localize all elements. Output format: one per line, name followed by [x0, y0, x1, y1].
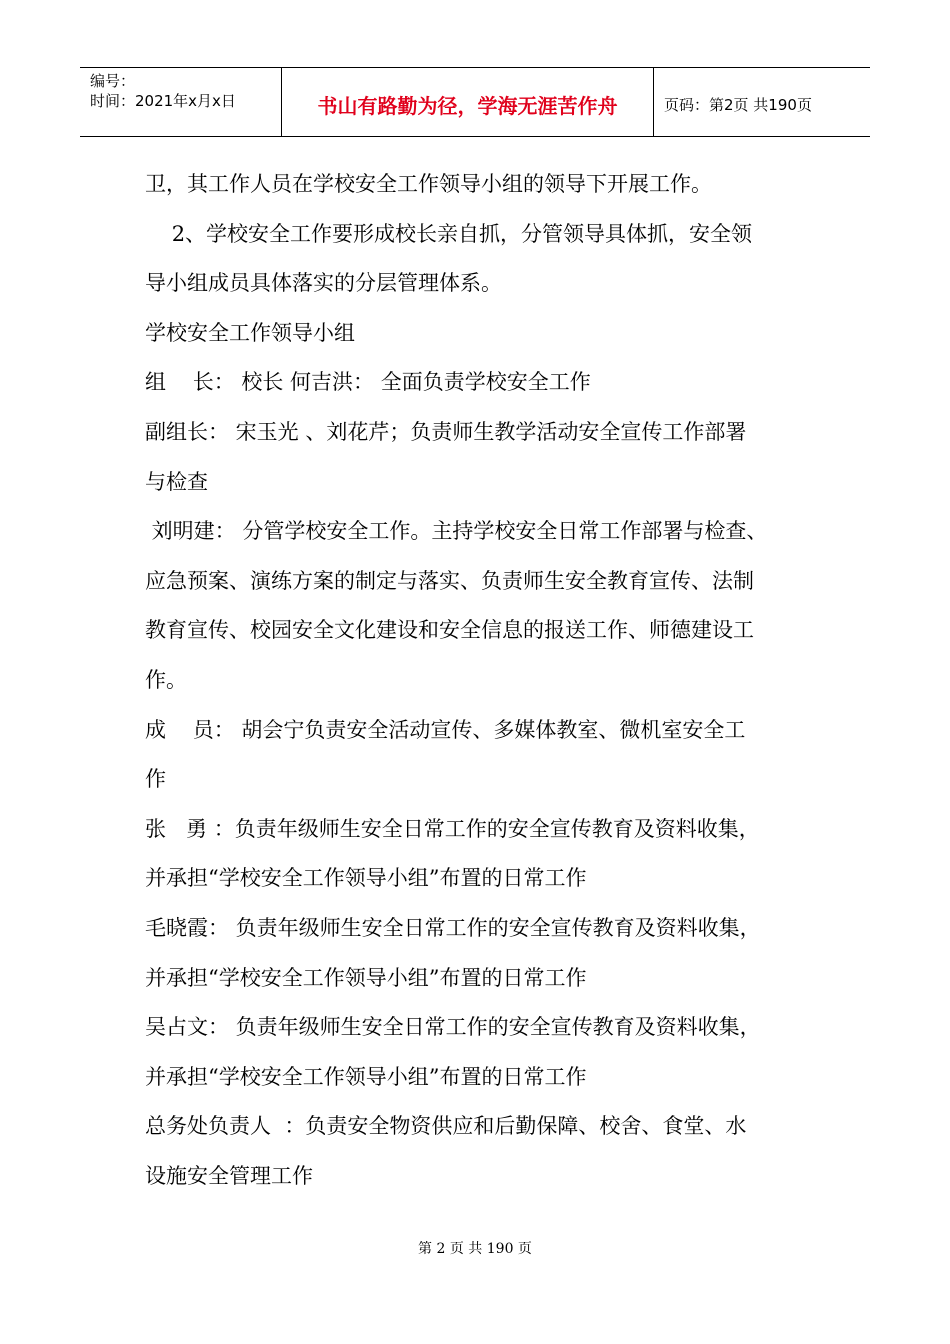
date-label: 时间：2021年x月x日 — [90, 92, 236, 110]
header-motto-cell — [282, 68, 654, 136]
body-line: 2、学校安全工作要形成校长亲自抓，分管领导具体抓，安全领 — [145, 221, 753, 246]
body-line: 作 — [145, 767, 166, 792]
body-line: 教育宣传、校园安全文化建设和安全信息的报送工作、师德建设工 — [145, 618, 754, 643]
page-footer — [0, 1238, 950, 1258]
motto-text: 书山有路勤为径，学海无涯苦作舟 — [317, 93, 618, 118]
body-line: 作。 — [145, 667, 187, 692]
body-line: 与检查 — [145, 469, 208, 494]
body-line: 应急预案、演练方案的制定与落实、负责师生安全教育宣传、法制 — [145, 568, 754, 593]
body-line: 毛晓霞： 负责年级师生安全日常工作的安全宣传教育及资料收集， — [145, 915, 761, 940]
document-header — [80, 67, 870, 137]
body-line: 张 勇 ：负责年级师生安全日常工作的安全宣传教育及资料收集， — [145, 816, 760, 841]
body-line: 并承担“学校安全工作领导小组”布置的日常工作 — [145, 965, 587, 990]
body-line: 刘明建： 分管学校安全工作。主持学校安全日常工作部署与检查、 — [145, 519, 768, 544]
body-line: 卫，其工作人员在学校安全工作领导小组的领导下开展工作。 — [145, 172, 712, 196]
body-line: 吴占文： 负责年级师生安全日常工作的安全宣传教育及资料收集， — [145, 1015, 761, 1040]
body-line: 导小组成员具体落实的分层管理体系。 — [145, 271, 502, 296]
body-line: 副组长： 宋玉光 、刘花芹；负责师生教学活动安全宣传工作部署 — [145, 419, 747, 444]
header-page-cell — [654, 68, 870, 136]
body-line: 总务处负责人 ：负责安全物资供应和后勤保障、校舍、食堂、水 — [145, 1114, 747, 1139]
footer-page-number: 第 2 页 共 190 页 — [418, 1241, 532, 1257]
body-line: 成 员： 胡会宁负责安全活动宣传、多媒体教室、微机室安全工 — [145, 717, 746, 742]
page-info: 页码：第2页 共190页 — [664, 95, 812, 114]
body-line: 组 长： 校长 何吉洪： 全面负责学校安全工作 — [145, 370, 591, 395]
body-line: 并承担“学校安全工作领导小组”布置的日常工作 — [145, 1064, 587, 1089]
serial-number-label: 编号： — [90, 72, 136, 90]
body-line: 设施安全管理工作 — [145, 1163, 313, 1188]
header-meta-cell — [80, 68, 282, 136]
body-line: 并承担“学校安全工作领导小组”布置的日常工作 — [145, 866, 587, 891]
document-body — [145, 160, 825, 1201]
body-line: 学校安全工作领导小组 — [145, 320, 355, 345]
